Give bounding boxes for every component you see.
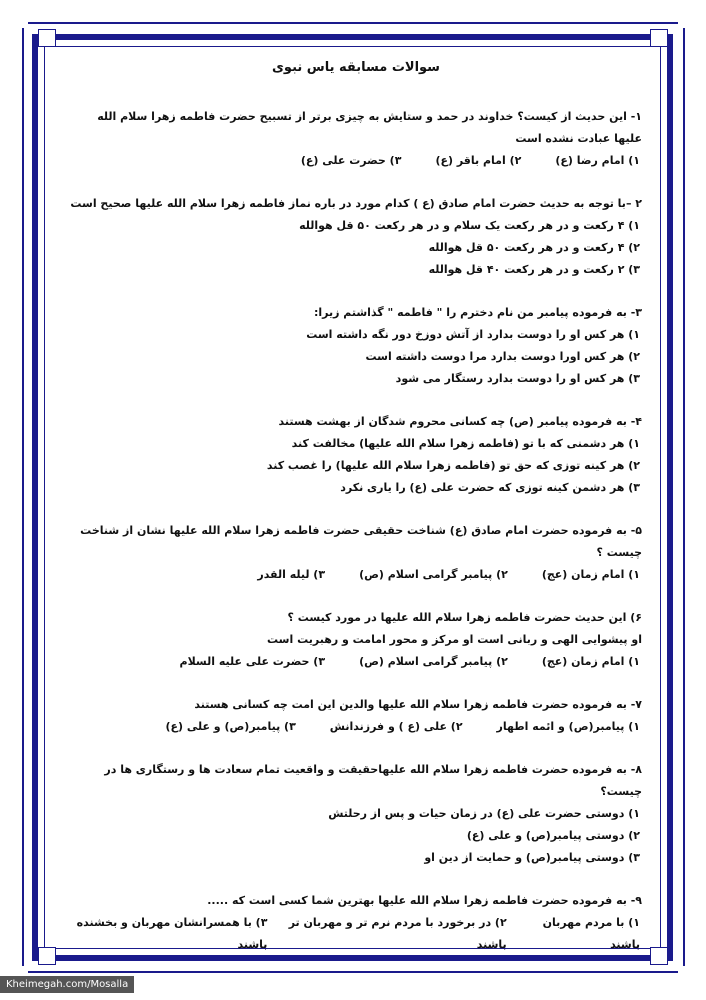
option: ۲) هر کس اورا دوست بدارد مرا دوست داشته است: [365, 350, 640, 363]
options-row: [70, 716, 642, 738]
corner-ornament-top-left: [38, 29, 56, 47]
question-stem: ۹- به فرموده حضرت فاطمه زهرا سلام الله علیها بهترین شما کسی است که .....: [207, 894, 642, 907]
option: ۳) هر دشمن کینه توزی که حضرت علی (ع) را یاری نکرد: [340, 481, 640, 494]
question-stem: ۳- به فرموده پیامبر من نام دخترم را " فاطمه " گذاشتم زیرا:: [313, 306, 642, 319]
option: ۳) دوستی پیامبر(ص) و حمایت از دین او: [424, 851, 640, 864]
option: ۲) ۴ رکعت و در هر رکعت ۵۰ قل هوالله: [428, 241, 640, 254]
watermark-footer: Kheimegah.com/Mosalla: [0, 976, 134, 993]
question-8: [70, 759, 642, 869]
option: ۳) حضرت علی علیه السلام: [179, 655, 326, 668]
question-stem: ۱- این حدیث از کیست؟ خداوند در حمد و ستایش به چیزی برتر از تسبیح حضرت فاطمه زهرا سلام الله علیها عبادت نشده است: [97, 110, 642, 145]
option: ۱) با مردم مهربان باشند: [542, 916, 640, 951]
question-stem: ۲ –با توجه به حدیث حضرت امام صادق (ع ) کدام مورد در باره نماز فاطمه زهرا سلام الله علیها صحیح است: [70, 197, 642, 210]
border-line-right: [683, 28, 685, 966]
options-row: [70, 150, 642, 172]
option: ۲) امام باقر (ع): [435, 154, 522, 167]
option: ۳) لیله القدر: [257, 568, 326, 581]
option: ۲) پیامبر گرامی اسلام (ص): [359, 655, 508, 668]
option: ۳) هر کس او را دوست بدارد رستگار می شود: [395, 372, 640, 385]
question-6: [70, 607, 642, 673]
question-3: [70, 302, 642, 390]
option: ۲) هر کینه توزی که حق تو (فاطمه زهرا سلام الله علیها) را غصب کند: [266, 459, 640, 472]
question-stem-quote: او پیشوایی الهی و ربانی است او مرکز و محور امامت و رهبریت است: [267, 633, 642, 646]
option: ۱) پیامبر(ص) و ائمه اطهار: [496, 720, 640, 733]
page-title: سوالات مسابقه یاس نبوی: [272, 60, 440, 75]
option: ۱) ۴ رکعت و در هر رکعت یک سلام و در هر رکعت ۵۰ قل هوالله: [299, 219, 640, 232]
option: ۲) در برخورد با مردم نرم تر و مهربان تر باشند: [288, 916, 507, 951]
corner-ornament-bottom-left: [38, 947, 56, 965]
document-body: [70, 54, 642, 977]
option: ۱) هر کس او را دوست بدارد از آتش دوزخ دور نگه داشته است: [306, 328, 640, 341]
question-stem: ۸- به فرموده حضرت فاطمه زهرا سلام الله علیهاحقیقت و واقعیت تمام سعادت ها و رستگاری ها در چیست؟: [104, 763, 642, 798]
corner-ornament-bottom-right: [650, 947, 668, 965]
option: ۱) دوستی حضرت علی (ع) در زمان حیات و پس از رحلتش: [328, 807, 640, 820]
question-stem: ۵- به فرموده حضرت امام صادق (ع) شناخت حقیقی حضرت فاطمه زهرا سلام الله علیها نشان از شناخت چیست ؟: [80, 524, 642, 559]
options-row: [70, 912, 642, 956]
question-4: [70, 411, 642, 499]
option: ۲) پیامبر گرامی اسلام (ص): [359, 568, 508, 581]
question-stem: ۷- به فرموده حضرت فاطمه زهرا سلام الله علیها والدین این امت چه کسانی هستند: [194, 698, 642, 711]
question-stem: ۴- به فرموده پیامبر (ص) چه کسانی محروم شدگان از بهشت هستند: [278, 415, 642, 428]
options-row: [70, 651, 642, 673]
border-line-left: [22, 28, 24, 966]
question-2: [70, 193, 642, 281]
question-5: [70, 520, 642, 586]
option: ۱) امام زمان (عج): [541, 655, 640, 668]
option: ۳) با همسرانشان مهربان و بخشنده باشند: [76, 916, 268, 951]
corner-ornament-top-right: [650, 29, 668, 47]
option: ۲) علی (ع ) و فرزندانش: [329, 720, 463, 733]
option: ۳) پیامبر(ص) و علی (ع): [165, 720, 296, 733]
question-1: [70, 106, 642, 172]
option: ۱) امام رضا (ع): [555, 154, 640, 167]
border-line-top: [28, 22, 678, 24]
option: ۲) دوستی پیامبر(ص) و علی (ع): [466, 829, 640, 842]
option: ۱) امام زمان (عج): [541, 568, 640, 581]
question-7: [70, 694, 642, 738]
option: ۱) هر دشمنی که با تو (فاطمه زهرا سلام الله علیها) مخالفت کند: [291, 437, 640, 450]
question-9: [70, 890, 642, 956]
options-row: [70, 564, 642, 586]
option: ۳) ۲ رکعت و در هر رکعت ۴۰ قل هوالله: [428, 263, 640, 276]
question-stem: ۶) این حدیث حضرت فاطمه زهرا سلام الله علیها در مورد کیست ؟: [287, 611, 642, 624]
option: ۳) حضرت علی (ع): [300, 154, 402, 167]
